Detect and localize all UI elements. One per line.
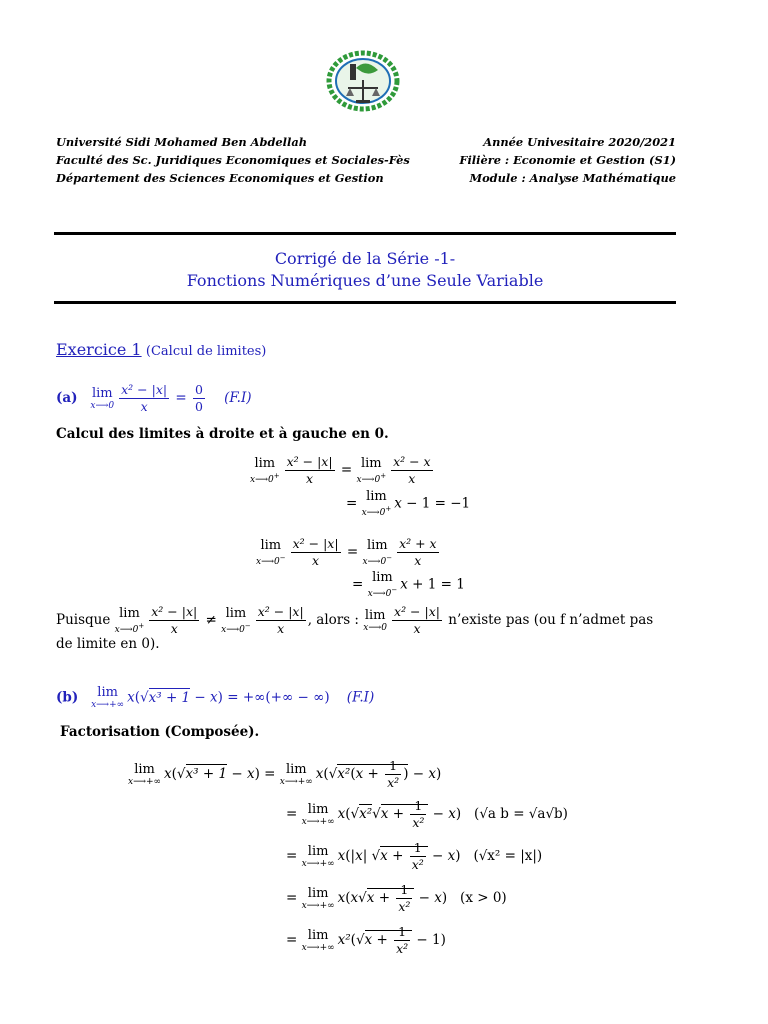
part-a-conclusion-line2: de limite en 0). bbox=[56, 636, 160, 652]
left-limit-line1: lim x⟶0− $\frac{\text{x² − |x|}}{x}$ = lim x⟶0− $\frac{\text{x² + x}}{x}$ bbox=[256, 536, 437, 568]
part-b-fi: (F.I) bbox=[346, 689, 375, 706]
right-limit-line2: = lim x⟶0+ x − 1 = −1 bbox=[346, 489, 471, 518]
part-a-label: (a) bbox=[56, 390, 78, 406]
part-a-subheading: Calcul des limites à droite et à gauche en 0. bbox=[56, 426, 389, 442]
part-b-line3: = lim x⟶+∞ x(|x| √x + $\frac{1}{\text{x²}}$ − x) (√x² = |x|) bbox=[286, 840, 543, 872]
note-x-positive: (x > 0) bbox=[460, 890, 507, 906]
part-a-fi: (F.I) bbox=[224, 390, 252, 406]
part-b-line1: lim x⟶+∞ x(√x³ + 1 − x) = lim x⟶+∞ x(√x²(x + $\frac{1}{\text{x²}}$ ) − x) bbox=[128, 758, 442, 790]
part-b-subheading: Factorisation (Composée). bbox=[60, 724, 260, 740]
header-year: Année Univesitaire 2020/2021 bbox=[483, 135, 676, 149]
left-limit-line2: = lim x⟶0− x + 1 = 1 bbox=[352, 570, 465, 599]
title-rule-top bbox=[54, 232, 676, 235]
page-title: Corrigé de la Série -1- bbox=[274, 249, 456, 268]
header-module: Module : Analyse Mathématique bbox=[469, 171, 676, 185]
part-b-line4: = lim x⟶+∞ x(x√x + $\frac{1}{\text{x²}}$ − x) (x > 0) bbox=[286, 882, 507, 914]
part-a-statement: (a) lim x⟶0 $\frac{\text{x² − |x|}}{x}$ = $\frac{0}{0}$ (F.I) bbox=[56, 382, 252, 414]
part-a-conclusion: Puisque lim x⟶0+ $\frac{\text{x² − |x|}}{x}$ ≠ lim x⟶0− $\frac{\text{x² − |x|}}{x}$ , alors : lim x⟶0 $\frac{\text{x² − |x|}}{x}$ n’existe pas (ou f n’admet pas bbox=[56, 604, 654, 636]
header-left bbox=[56, 133, 410, 187]
header-program: Filière : Economie et Gestion (S1) bbox=[459, 153, 676, 167]
exercise-title: Exercice 1 bbox=[56, 340, 142, 359]
page-subtitle: Fonctions Numériques d’une Seule Variable bbox=[186, 271, 544, 290]
note-sqrt-product: (√a b = √a√b) bbox=[474, 806, 568, 822]
header-faculty: Faculté des Sc. Juridiques Economiques et Sociales-Fès bbox=[56, 153, 410, 167]
part-b-label: (b) bbox=[56, 689, 79, 706]
part-b-statement: (b) lim x⟶+∞ x(√x³ + 1 − x) = +∞(+∞ − ∞) (F.I) bbox=[56, 685, 375, 710]
exercise-heading bbox=[56, 340, 266, 359]
university-logo bbox=[326, 50, 400, 112]
header-department: Département des Sciences Economiques et Gestion bbox=[56, 171, 384, 185]
exercise-subtitle: (Calcul de limites) bbox=[145, 344, 267, 359]
header-university: Université Sidi Mohamed Ben Abdellah bbox=[56, 135, 307, 149]
header-right bbox=[459, 133, 676, 187]
part-b-line5: = lim x⟶+∞ x²(√x + $\frac{1}{\text{x²}}$ − 1) bbox=[286, 924, 446, 956]
title-rule-bottom bbox=[54, 301, 676, 304]
note-sqrt-square: (√x² = |x|) bbox=[473, 848, 543, 864]
right-limit-line1: lim x⟶0+ $\frac{\text{x² − |x|}}{x}$ = lim x⟶0+ $\frac{\text{x² − x}}{x}$ bbox=[250, 454, 431, 486]
part-b-line2: = lim x⟶+∞ x(√x²√x + $\frac{1}{\text{x²}}$ − x) (√a b = √a√b) bbox=[286, 798, 568, 830]
